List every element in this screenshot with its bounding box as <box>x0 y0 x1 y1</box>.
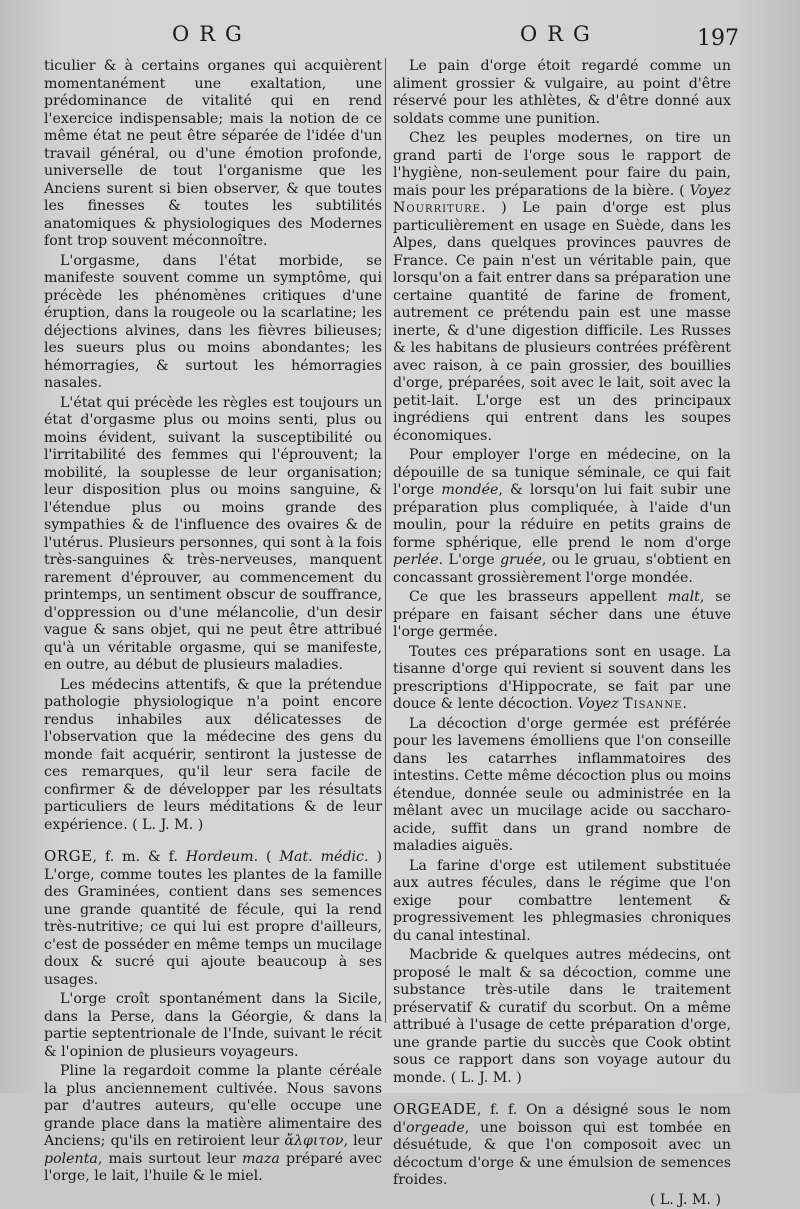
text: , se prépare en faisant sécher dans une étuve l'orge germée. <box>393 589 731 640</box>
paragraph: L'orge croît spontanément dans la Sicile, dans la Perse, dans la Géorgie, & dans la partie septentrionale de l'Inde, suivant le récit & l'opinion de plusieurs voyageurs. <box>44 991 382 1061</box>
right-column <box>393 58 731 1078</box>
cross-ref: Tisanne <box>623 696 682 712</box>
term: gruée <box>500 552 542 568</box>
text: Pour employer l'orge en médecine, on la dépouille de sa tunique séminale, ce qui fait l'orge <box>393 447 731 498</box>
entry-orgeade <box>393 1101 731 1190</box>
section-label: Mat. médic. <box>279 849 368 865</box>
page-number: 197 <box>697 26 739 51</box>
term: maza <box>242 1151 280 1167</box>
paragraph: Macbride & quelques autres médecins, ont proposé le malt & sa décoction, comme une substance très-utile dans le traitement préservatif & curatif du scorbut. On a même attribué à l'usage de cette préparation d'orge, une grande partie du succès que Cook obtint sous ce rapport dans son voyage autour du monde. ( L. J. M. ) <box>393 947 731 1087</box>
headword: ORGE <box>44 847 93 865</box>
paragraph: ticulier & à certains organes qui acquièrent momentanément une exaltation, une prédominance de vitalité qui en rend l'exercice indispensable; mais la notion de ce même état ne peut être séparée de l'idée d'un travail général, ou d'une émotion profonde, universelle de tout l'organisme que les Anciens surent si bien observer, & que toutes les finesses & toutes les subtilités anatomiques & physiologiques des Modernes font trop souvent méconnoître. <box>44 58 382 251</box>
paragraph <box>393 130 731 445</box>
term: perlée <box>393 552 439 568</box>
punct: . ( <box>254 849 280 865</box>
paragraph <box>393 644 731 714</box>
paragraph <box>44 1063 382 1186</box>
paragraph: La farine d'orge est utilement substituée aux autres fécules, dans le régime que l'on exige pour combattre lentement & progressivement les phlegmasies chroniques du canal intestinal. <box>393 858 731 946</box>
entry-text: L'orge, comme toutes les plantes de la famille des Graminées, contient dans ses semences une grande quantité de fécule, qui la rend très-nutritive; ce qui lui est propre d'ailleurs, c'est de posséder en même temps un mucilage doux & sucré qui ajoute beaucoup à ses usages. <box>44 867 382 988</box>
term: orgeade <box>406 1120 465 1136</box>
paragraph <box>393 447 731 587</box>
text: Chez les peuples modernes, on tire un grand parti de l'orge sous le rapport de l'hygiène, non-seulement pour faire du pain, mais pour les préparations de la bière. ( <box>393 130 731 199</box>
entry-orge <box>44 848 382 989</box>
greek-word: ἄλφιτον <box>284 1133 343 1149</box>
term: mondée <box>441 482 498 498</box>
paragraph: La décoction d'orge germée est préférée pour les lavemens émolliens que l'on conseille dans les catarrhes inflammatoires des intestins. Cette même décoction plus ou moins étendue, donnée seule ou administrée en la mêlant avec un mucilage acide ou saccharo-acide, suffit dans un grand nombre de maladies aiguës. <box>393 716 731 856</box>
term: malt <box>668 589 700 605</box>
running-head-left: ORG <box>172 22 252 46</box>
paragraph <box>393 589 731 642</box>
cross-ref-label: Voyez <box>577 696 618 712</box>
column-divider <box>385 58 386 1023</box>
text: , & lorsqu'on lui fait subir une préparation plus compliquée, à l'aide d'un moulin, pour la réduire en petits grains de forme sphérique, elle prend le nom d'orge <box>393 482 731 551</box>
text: , mais surtout leur <box>98 1151 242 1167</box>
grammar-label: , f. m. & f. <box>93 849 186 865</box>
term: polenta <box>44 1151 98 1167</box>
text: Toutes ces préparations sont en usage. La tisanne d'orge qui revient si souvent dans les prescriptions d'Hippocrate, se fait par une douce & lente décoction. <box>393 644 731 713</box>
running-head-right: ORG <box>520 22 600 46</box>
punct: ) <box>369 849 382 865</box>
paragraph: L'état qui précède les règles est toujours un état d'orgasme plus ou moins senti, plus ou moins évident, suivant la susceptibilité ou l'irritabilité des femmes qui l'éprouvent; la mobilité, la souplesse de leur organisation; leur disposition plus ou moins sanguine, & l'étendue plus ou moins grande des sympathies & de l'influence des ovaires & de l'utérus. Plusieurs personnes, qui sont à la fois très-sanguines & très-nerveuses, manquent rarement d'éprouver, au commencement du printemps, un sentiment obscur de souffrance, d'oppression ou d'une mélancolie, d'un desir vague & sans objet, qui ne peut être attribué qu'à un véritable orgasme, qui se manifeste, en outre, au début de plusieurs maladies. <box>44 395 382 675</box>
text: . L'orge <box>439 552 500 568</box>
text: , f. f. On a désigné sous le nom d' <box>393 1102 731 1136</box>
latin-name: Hordeum <box>186 849 254 865</box>
headword: ORGEADE <box>393 1100 477 1118</box>
text: . ) Le pain d'orge est plus particulièrement en usage en Suède, dans les Alpes, dans quelques provinces pauvres de France. Ce pain n'est un véritable pain, que lorsqu'on a fait entrer dans sa préparation une certaine quantité de farine de froment, autrement ce prétendu pain est une masse inerte, & d'une digestion difficile. Les Russes & les habitans de plusieurs contrées préfèrent avec raison, à ce pain grossier, des bouillies d'orge, préparées, soit avec le lait, soit avec la petit-lait. L'orge est un des principaux ingrédiens qui entrent dans les soupes économiques. <box>393 200 731 444</box>
text: préparé avec l'orge, le lait, l'huile & le miel. <box>44 1151 382 1185</box>
paragraph: L'orgasme, dans l'état morbide, se manifeste souvent comme un symptôme, qui précède les phénomènes critiques d'une éruption, dans la rougeole ou la scarlatine; les déjections alvines, dans les fièvres bilieuses; les sueurs plus ou moins abondantes; les hémorragies, & surtout les hémorragies nasales. <box>44 253 382 393</box>
paragraph: Les médecins attentifs, & que la prétendue pathologie physiologique n'a point encore rendus inhabiles aux délicatesses de l'observation que la médecine des gens du monde fait acquérir, sentiront la justesse de ces remarques, qu'il leur sera facile de confirmer & de développer par les résultats particuliers de leurs méditations & de leur expérience. ( L. J. M. ) <box>44 677 382 835</box>
text: . <box>682 696 687 712</box>
left-column <box>44 58 382 1078</box>
text: , leur <box>344 1133 382 1149</box>
cross-ref-label: Voyez <box>690 183 731 199</box>
text: Pline la regardoit comme la plante céréale la plus anciennement cultivée. Nous savons par d'autres auteurs, qu'elle occupe une grande place dans la matière alimentaire des Anciens; qu'ils en retiroient leur <box>44 1063 382 1149</box>
author-signature: ( L. J. M. ) <box>393 1192 731 1209</box>
text: , ou le gruau, s'obtient en concassant grossièrement l'orge mondée. <box>393 552 731 586</box>
text: Ce que les brasseurs appellent <box>409 589 668 605</box>
paragraph: Le pain d'orge étoit regardé comme un aliment grossier & vulgaire, au point d'être réservé pour les athlètes, & d'être donné aux soldats comme une punition. <box>393 58 731 128</box>
text: , une boisson qui est tombée en désuétude, & que l'on composoit avec un décoctum d'orge & une émulsion de semences froides. <box>393 1120 731 1189</box>
running-header <box>0 22 800 52</box>
cross-ref: Nourriture <box>393 200 481 216</box>
